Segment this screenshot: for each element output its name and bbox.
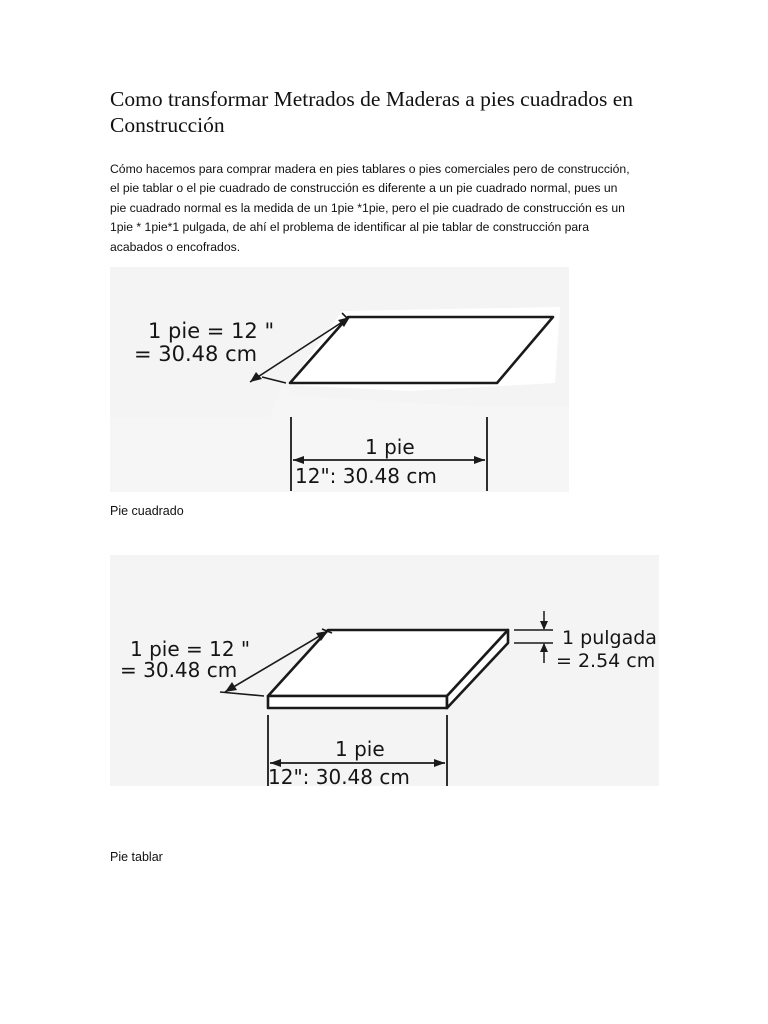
diagonal-label-line2: = 30.48 cm <box>120 658 238 682</box>
width-label-line2: 12": 30.48 cm <box>295 464 437 488</box>
diagonal-label-line2: = 30.48 cm <box>134 342 258 366</box>
document-title: Como transformar Metrados de Maderas a pies cuadrados en Construcción <box>110 87 633 137</box>
diagonal-label-line1: 1 pie = 12 " <box>148 319 275 343</box>
square-foot-diagram <box>110 267 569 492</box>
width-label-line1: 1 pie <box>335 737 385 761</box>
thickness-dimension-arrow <box>514 611 553 663</box>
board-foot-diagram <box>110 555 659 786</box>
board-foot-caption: Pie tablar <box>110 850 163 864</box>
diagonal-label-line1: 1 pie = 12 " <box>130 637 251 661</box>
square-foot-caption: Pie cuadrado <box>110 504 184 518</box>
width-label-line2: 12": 30.48 cm <box>268 765 410 786</box>
width-label-line1: 1 pie <box>365 435 415 459</box>
intro-paragraph: Cómo hacemos para comprar madera en pies tablares o pies comerciales pero de construcción, el pie tablar o el pie cuadrado de construcción es diferente a un pie cuadrado normal, pues un pie cuadrado normal es la medida de un 1pie *1pie, pero el pie cuadrado de construcción es un 1pie * 1pie*1 pulgada, de ahí el problema de identificar al pie tablar de construcción para acabados o encofrados. <box>110 162 630 254</box>
thickness-label-line1: 1 pulgada <box>562 627 657 649</box>
thickness-label-line2: = 2.54 cm <box>556 650 656 672</box>
board-foot-slab <box>268 630 508 708</box>
